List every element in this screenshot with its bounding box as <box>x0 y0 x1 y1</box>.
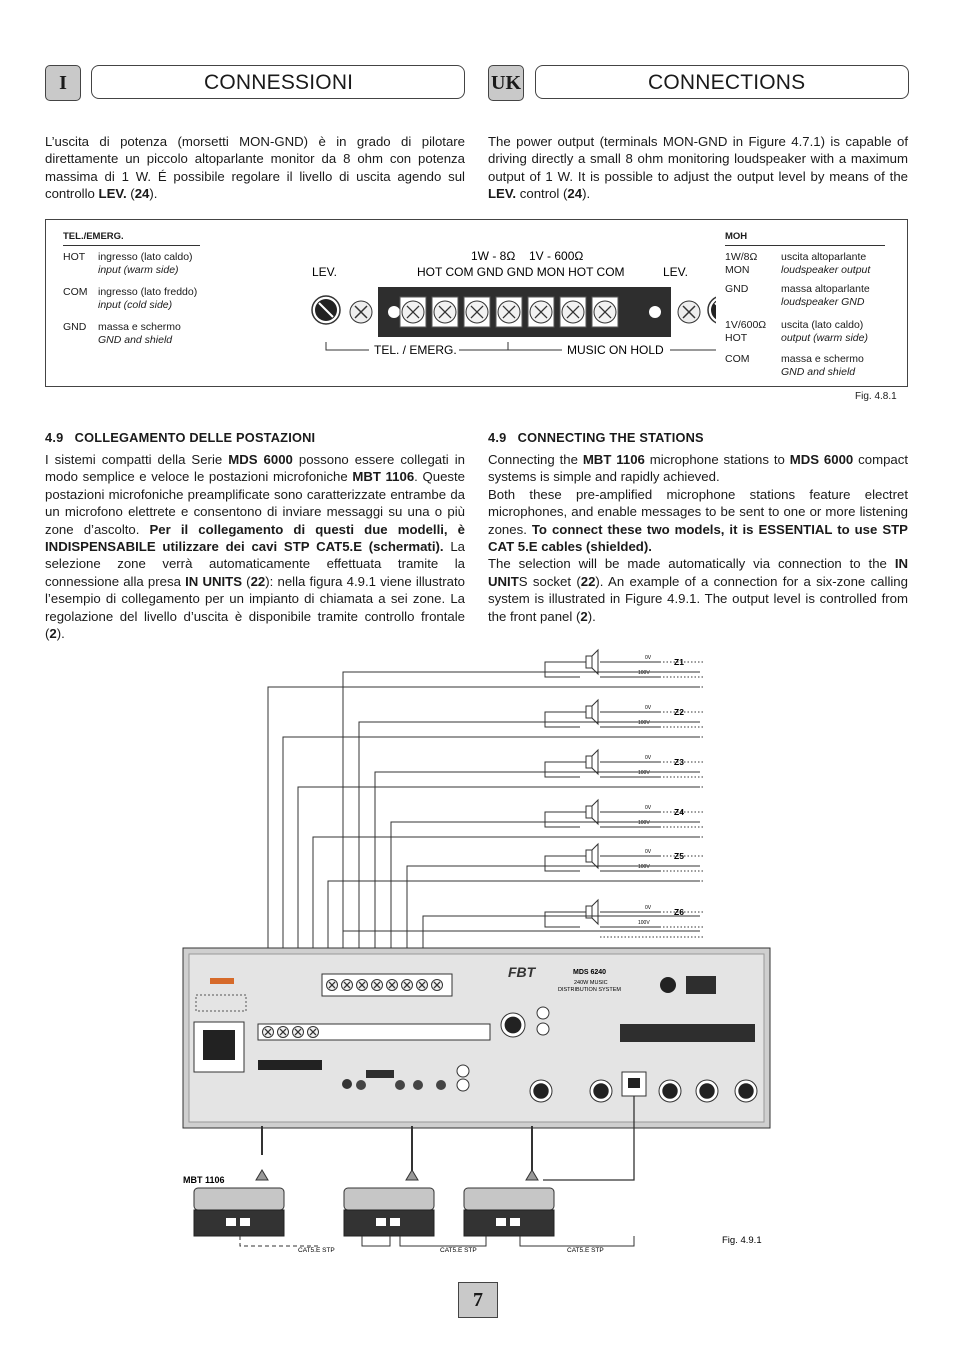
zone-terminal-screw-icon <box>372 980 383 991</box>
dotted-bus <box>600 812 705 837</box>
model-subtitle-2: DISTRIBUTION SYSTEM <box>558 987 621 993</box>
screw-icon <box>678 301 700 323</box>
voltage-label-b: 1V - 600Ω <box>529 249 584 263</box>
terminal-labels: HOT COM GND GND MON HOT COM <box>417 265 625 279</box>
zone-label: Z4 <box>674 807 684 817</box>
rca-jack-icon <box>457 1065 469 1077</box>
daisy-chain-cable <box>240 1236 320 1246</box>
xlr-socket-icon <box>699 1083 714 1098</box>
model-label: MDS 6240 <box>573 969 607 976</box>
mic-icon <box>406 1170 418 1180</box>
cable-label: CAT5.E STP <box>298 1247 335 1254</box>
zone-terminal-screw-icon <box>402 980 413 991</box>
zone-terminal-screw-icon <box>342 980 353 991</box>
set-button <box>342 1079 352 1089</box>
terminal-screw-icon <box>562 301 584 323</box>
xlr-socket-icon <box>593 1083 608 1098</box>
screw-icon <box>350 301 372 323</box>
lev-left-label: LEV. <box>312 265 337 279</box>
italian-title: CONNESSIONI <box>91 65 465 99</box>
amp-terminal-screw-icon <box>278 1027 289 1038</box>
zone-0v-label: 0V <box>645 655 652 661</box>
zone-0v-label: 0V <box>645 805 652 811</box>
tel-emerg-legend: HOT ingresso (lato caldo) input (warm side) COM ingresso (lato freddo) input (cold side) GND massa e schermo GND and shield <box>63 251 198 346</box>
voltage-label-a: 1W - 8Ω <box>471 249 516 263</box>
mbt-1106-label: MBT 1106 <box>183 1175 225 1185</box>
rca-jack-icon <box>537 1007 549 1019</box>
mbt-1106-station <box>464 1126 554 1236</box>
mount-hole-icon <box>388 306 400 318</box>
zone-speaker-group <box>545 750 705 787</box>
speaker-wire <box>545 662 586 677</box>
terminal-screw-icon <box>530 301 552 323</box>
figure-4-8-1 <box>45 219 908 387</box>
zone-label: Z1 <box>674 657 684 667</box>
figure-4-8-1-caption: Fig. 4.8.1 <box>855 391 897 402</box>
paragraph: The selection will be made automatically via connection to the IN UNITS socket (22). An example of a connection for a six-zone calling system is illustrated in Figure 4.9.1. The output level is controlled from the front panel (2). <box>488 556 908 624</box>
speaker-icon <box>586 650 598 674</box>
zone-100v-label: 100V <box>638 770 650 776</box>
figure-4-9-1-wiring-diagram <box>0 640 954 1265</box>
mbt-1106-station <box>344 1126 434 1236</box>
terminal-screw-icon <box>434 301 456 323</box>
zone-0v-label: 0V <box>645 905 652 911</box>
model-subtitle-1: 240W MUSIC <box>574 980 608 986</box>
brand-logo: FBT <box>508 964 536 980</box>
dotted-bus <box>600 856 705 881</box>
cable-label: CAT5.E STP <box>567 1247 604 1254</box>
legend-divider <box>725 245 885 246</box>
lev-knob-left <box>312 296 340 324</box>
amplifier-rear-panel <box>183 948 770 1180</box>
zone-0v-label: 0V <box>645 755 652 761</box>
mic-icon <box>256 1170 268 1180</box>
section-body-english <box>488 451 908 625</box>
zone-terminal-screw-icon <box>327 980 338 991</box>
speaker-icon <box>586 750 598 774</box>
dotted-bus <box>600 762 705 787</box>
terminal-screw-icon <box>498 301 520 323</box>
xlr-socket-icon <box>505 1017 522 1034</box>
dotted-bus <box>600 662 705 687</box>
knob-icon <box>413 1080 423 1090</box>
speaker-icon <box>586 800 598 824</box>
zone-speaker-group <box>545 844 705 881</box>
amp-terminal-screw-icon <box>293 1027 304 1038</box>
zone-100v-label: 100V <box>638 920 650 926</box>
music-on-hold-bracket-label: MUSIC ON HOLD <box>567 343 664 357</box>
terminal-block-diagram <box>256 242 716 367</box>
caution-label <box>258 1060 322 1070</box>
station-rear-panel <box>464 1210 554 1236</box>
zone-100v-label: 100V <box>638 864 650 870</box>
station-top <box>464 1188 554 1210</box>
paragraph: Both these pre-amplified microphone stations feature electret microphones, and enable messages to be sent to one or more listening zones. To connect these two models, it is ESSENTIAL to use STP CAT 5.E cables (shielded). <box>488 486 908 555</box>
rj45-in-icon <box>226 1218 236 1226</box>
section-body-italian: I sistemi compatti della Serie MDS 6000 possono essere collegati in modo semplice e veloce le postazioni microfoniche MBT 1106. Queste postazioni microfoniche preamplificate sono caratterizzate entrambe da un microfono elettrete e consentono di inviare messaggi su una o più zone d’ascolto. Per il collegamento di questi due modelli, è INDISPENSABILE utilizzare dei cavi STP CAT5.E (schermati). La selezione zone verrà automaticamente effettuata tramite la connessione alla presa IN UNITS (22): nella figura 4.9.1 viene illustrato l’esempio di collegamento per un impianto di chiamata a sei zone. La regolazione del livello d’uscita è disponibile tramite controllo frontale (2). <box>45 452 465 642</box>
xlr-socket-icon <box>662 1083 677 1098</box>
english-title: CONNECTIONS <box>535 65 909 99</box>
knob-icon <box>436 1080 446 1090</box>
italian-section-tag: I <box>45 65 81 101</box>
zone-speaker-group <box>545 650 705 687</box>
terminal-screw-icon <box>402 301 424 323</box>
dotted-bus <box>600 712 705 737</box>
speaker-icon <box>586 900 598 924</box>
rj45-out-icon <box>510 1218 520 1226</box>
tel-emerg-legend-header: TEL./EMERG. <box>63 231 124 242</box>
daisy-chain-cable <box>400 1236 486 1246</box>
fm-antenna-socket <box>660 977 676 993</box>
dip-switch <box>366 1070 394 1078</box>
xlr-socket-icon <box>738 1083 753 1098</box>
page-number: 7 <box>458 1282 498 1318</box>
speaker-wire <box>545 912 586 927</box>
zone-label: Z5 <box>674 851 684 861</box>
zone-terminal-screw-icon <box>357 980 368 991</box>
lev-knob-right <box>708 296 716 324</box>
terminal-screw-icon <box>466 301 488 323</box>
zone-label: Z6 <box>674 907 684 917</box>
rj45-out-icon <box>240 1218 250 1226</box>
zone-speaker-group <box>545 700 705 737</box>
rj45-in-icon <box>376 1218 386 1226</box>
moh-legend: 1W/8Ω MON uscita altoparlante loudspeaker output GND massa altoparlante loudspeaker GND 1V/600Ω HOT uscita (lato caldo) output (warm side) COM massa e schermo GND and shield <box>725 251 871 378</box>
rca-jack-icon <box>457 1079 469 1091</box>
zone-label: Z2 <box>674 707 684 717</box>
zone-terminal-screw-icon <box>432 980 443 991</box>
zone-100v-label: 100V <box>638 820 650 826</box>
rca-jack-icon <box>537 1023 549 1035</box>
speaker-wire <box>545 712 586 727</box>
mic-icon <box>526 1170 538 1180</box>
cable-label: CAT5.E STP <box>440 1247 477 1254</box>
zone-100v-label: 100V <box>638 720 650 726</box>
station-top <box>194 1188 284 1210</box>
xlr-socket-icon <box>533 1083 548 1098</box>
knob-icon <box>395 1080 405 1090</box>
station-rear-panel <box>194 1210 284 1236</box>
amp-terminal-screw-icon <box>308 1027 319 1038</box>
intro-english: The power output (terminals MON-GND in Figure 4.7.1) is capable of driving directly a small 8 ohm monitoring loudspeaker with a maximum output of 1 W. It is possible to adjust the output level by means of the LEV. control (24). <box>488 134 908 202</box>
speaker-icon <box>586 844 598 868</box>
station-rear-panel <box>344 1210 434 1236</box>
legend-divider <box>63 245 200 246</box>
rj45-in-icon <box>496 1218 506 1226</box>
section-heading-english: 4.9 CONNECTING THE STATIONS <box>488 430 704 445</box>
english-section-tag: UK <box>488 65 524 101</box>
knob-icon <box>356 1080 366 1090</box>
lev-right-label: LEV. <box>663 265 688 279</box>
zone-terminal-screw-icon <box>417 980 428 991</box>
speaker-wire <box>545 812 586 827</box>
intro-italian: L’uscita di potenza (morsetti MON-GND) è in grado di pilotare direttamente un piccolo altoparlante monitor da 8 ohm con potenza massima di 1 W. É possibile regolare il livello di uscita agendo sul controllo LEV. (24). <box>45 134 465 202</box>
voltage-switch <box>210 978 234 984</box>
mount-hole-icon <box>649 306 661 318</box>
station-top <box>344 1188 434 1210</box>
tel-moh-terminal-block <box>620 1024 755 1042</box>
paragraph: Connecting the MBT 1106 microphone stations to MDS 6000 compact systems is simple and rapidly achieved. <box>488 452 908 485</box>
daisy-chain-cable <box>362 1236 390 1246</box>
zone-label: Z3 <box>674 757 684 767</box>
antenna-connector <box>686 976 716 994</box>
rj45-out-icon <box>390 1218 400 1226</box>
zone-speaker-group <box>545 800 705 837</box>
moh-legend-header: MOH <box>725 231 748 242</box>
amp-terminal-screw-icon <box>263 1027 274 1038</box>
speaker-wire <box>545 762 586 777</box>
zone-terminal-screw-icon <box>387 980 398 991</box>
tel-emerg-bracket-label: TEL. / EMERG. <box>374 343 457 357</box>
speaker-wire <box>545 856 586 871</box>
section-heading-italian: 4.9 COLLEGAMENTO DELLE POSTAZIONI <box>45 430 316 445</box>
zone-100v-label: 100V <box>638 670 650 676</box>
terminal-screw-icon <box>594 301 616 323</box>
zone-0v-label: 0V <box>645 849 652 855</box>
daisy-chain-cable <box>520 1236 634 1246</box>
figure-4-9-1-caption: Fig. 4.9.1 <box>722 1235 762 1246</box>
zone-0v-label: 0V <box>645 705 652 711</box>
speaker-icon <box>586 700 598 724</box>
